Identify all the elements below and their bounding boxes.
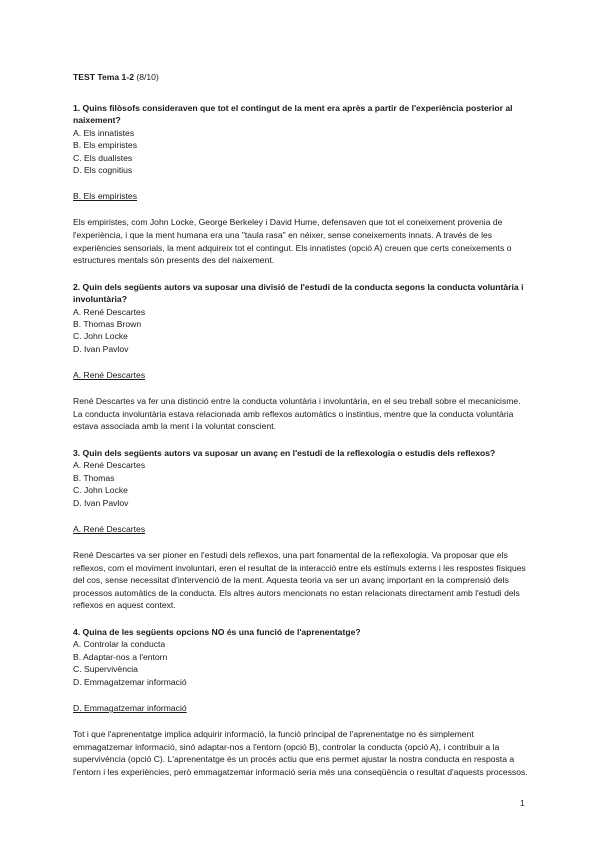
question-4 xyxy=(73,626,529,778)
option: D. Emmagatzemar informació xyxy=(73,676,187,687)
option: B. Thomas Brown xyxy=(73,319,142,330)
option: B. Els empiristes xyxy=(73,140,137,151)
correct-answer xyxy=(73,369,529,381)
question-3 xyxy=(73,447,529,612)
correct-answer-text: A. René Descartes xyxy=(73,524,146,535)
option: D. Ivan Pavlov xyxy=(73,497,129,508)
option: D. Els cognitius xyxy=(73,165,133,176)
question-2 xyxy=(73,281,529,433)
explanation: René Descartes va ser pioner en l'estudi dels reflexos, una part fonamental de la reflexologia. Va proposar que els reflexos, com el moviment involuntari, eren el resultat de la interacció entre els estímuls externs i les respostes físiques del cos, sense necessitat d'intervenció de la ment. Aquesta teoria va ser un avanç important en la comprensió dels processos automàtics de la conducta. Els altres autors mencionats no estan relacionats directament amb l'estudi dels reflexos en aquest context. xyxy=(73,550,526,611)
explanation: Els empiristes, com John Locke, George Berkeley i David Hume, defensaven que tot el coneixement provenia de l'experiència, i que la ment humana era una "taula rasa" en néixer, sense coneixements innats. A través de les experiències sensorials, la ment adquireix tot el contingut. Els innatistes (opció A) creuen que certs coneixements o estructures mentals són presents des del naixement. xyxy=(73,217,512,266)
correct-answer-text: B. Els empiristes xyxy=(73,191,137,202)
option: B. Thomas xyxy=(73,472,115,483)
option: B. Adaptar-nos a l'entorn xyxy=(73,651,168,662)
options-list xyxy=(73,306,529,356)
options-list xyxy=(73,459,529,509)
question-text: 2. Quin dels següents autors va suposar una divisió de l'estudi de la conducta segons la conducta voluntària i involuntària? xyxy=(73,281,524,305)
option: C. John Locke xyxy=(73,485,128,496)
correct-answer-text: D. Emmagatzemar informació xyxy=(73,703,187,714)
option: A. Els innatistes xyxy=(73,127,135,138)
test-title xyxy=(73,71,529,83)
correct-answer-text: A. René Descartes xyxy=(73,370,146,381)
option: A. René Descartes xyxy=(73,306,146,317)
page-number: 1 xyxy=(520,798,525,808)
question-text: 1. Quins filòsofs consideraven que tot el contingut de la ment era après a partir de l'experiència posterior al naixement? xyxy=(73,103,513,126)
test-score: (8/10) xyxy=(136,72,159,82)
document-page xyxy=(73,71,529,792)
option: A. Controlar la conducta xyxy=(73,639,166,650)
correct-answer xyxy=(73,523,529,535)
option: A. René Descartes xyxy=(73,460,146,471)
option: C. Els dualistes xyxy=(73,152,133,163)
option: C. Supervivència xyxy=(73,664,138,675)
options-list xyxy=(73,638,529,688)
test-title-label: TEST Tema 1-2 xyxy=(73,72,134,82)
correct-answer xyxy=(73,190,529,202)
question-1 xyxy=(73,102,529,267)
correct-answer xyxy=(73,702,529,714)
explanation: Tot i que l'aprenentatge implica adquirir informació, la funció principal de l'aprenentatge no és simplement emmagatzemar informació, sinó adaptar-nos a l'entorn (opció B), controlar la conducta (opció A), i contribuir a la supervivència (opció C). L'aprenentatge és un procés actiu que ens permet ajustar la nostra conducta en resposta a l'entorn i les experiències, però emmagatzemar informació seria més una conseqüència o resultat d'aquests processos. xyxy=(73,729,528,777)
explanation: René Descartes va fer una distinció entre la conducta voluntària i involuntària, en el seu treball sobre el mecanicisme. La conducta involuntària estava relacionada amb reflexos automàtics o instintius, mentre que la conducta voluntària estava associada amb la ment i la voluntat conscient. xyxy=(73,396,521,432)
option: C. John Locke xyxy=(73,331,128,342)
question-text: 3. Quin dels següents autors va suposar un avanç en l'estudi de la reflexologia o estudis dels reflexos? xyxy=(73,448,496,459)
option: D. Ivan Pavlov xyxy=(73,343,129,354)
question-text: 4. Quina de les següents opcions NO és una funció de l'aprenentatge? xyxy=(73,627,361,638)
options-list xyxy=(73,127,529,177)
